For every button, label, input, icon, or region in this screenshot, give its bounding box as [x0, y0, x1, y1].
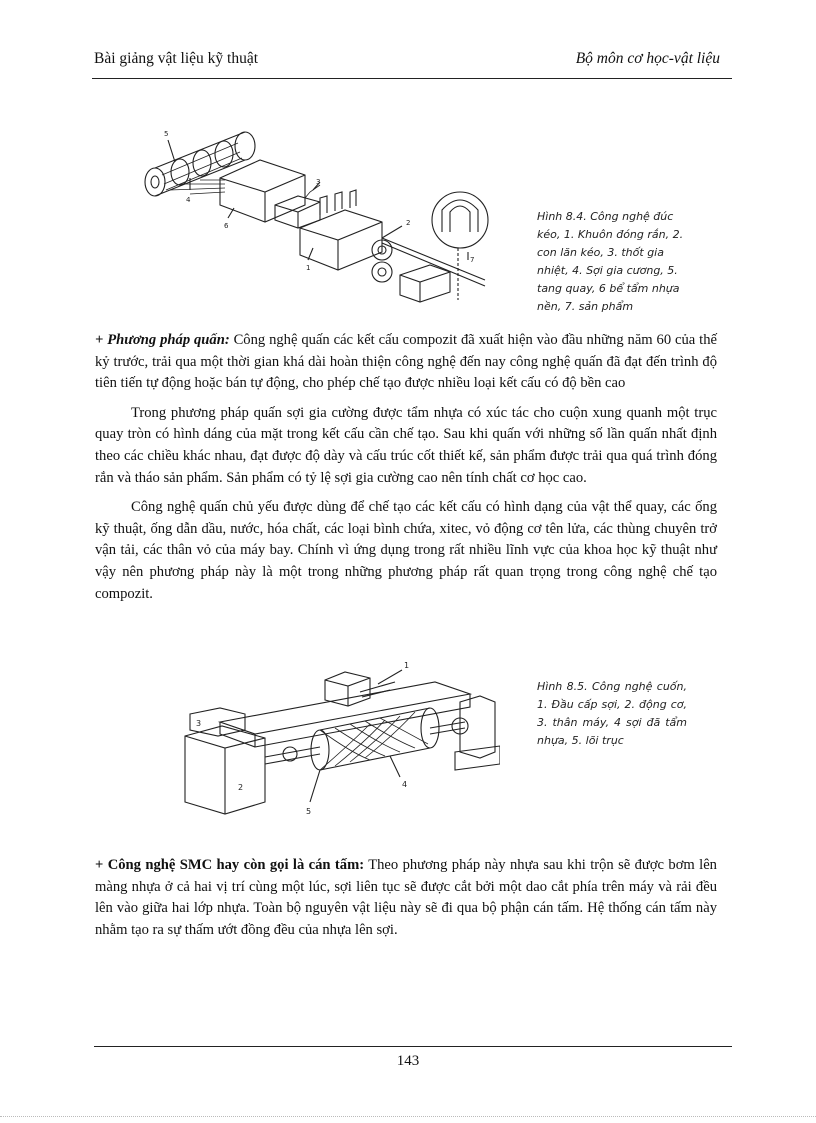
figure1-label-1: 1 [306, 264, 311, 272]
figure2-label-3: 3 [196, 719, 202, 728]
winding-title: + Phương pháp quấn: [95, 332, 230, 348]
smc-paragraph [95, 855, 717, 941]
figure-pultrusion-diagram [120, 110, 500, 315]
page-number: 143 [396, 1053, 420, 1069]
figure2-label-2: 2 [238, 783, 244, 792]
figure1-label-4: 4 [186, 196, 191, 204]
winding-intro [95, 330, 717, 395]
header-divider [92, 78, 732, 79]
section-winding [95, 330, 717, 605]
figure2-label-5: 5 [306, 807, 312, 816]
winding-paragraph-1: Trong phương pháp quấn sợi gia cường được tẩm nhựa có xúc tác cho cuộn xung quanh một trục quay tròn có hình dáng của mặt trong kết cấu cần chế tạo. Sau khi quấn với những số lần quấn nhất định theo các chiều khác nhau, đạt được độ dày và cấu trúc cốt thiết kế, sản phẩm được trải qua quá trình đóng rắn và tháo sản phẩm. Sản phẩm có tỷ lệ sợi gia cường cao nên tính chất cơ học cao. [95, 404, 717, 486]
header-course-title: Bài giảng vật liệu kỹ thuật [94, 50, 259, 67]
footer-divider [94, 1046, 732, 1047]
figure1-label-2: 2 [406, 219, 411, 227]
figure2-label-4: 4 [402, 780, 408, 789]
section-smc [95, 855, 717, 941]
winding-intro-text: Công nghệ quấn các kết cấu compozit đã xuất hiện vào đầu những năm 60 của thế kỷ trước, trải qua một thời gian khá dài hoàn thiện công nghệ đến nay công nghệ quấn đã đạt đến trình độ tiên tiến tự động hoặc bán tự động, cho phép chế tạo được nhiều loại kết cấu có độ bền cao [95, 332, 717, 392]
figure2-label-1: 1 [404, 661, 410, 670]
figure1-label-6: 6 [224, 222, 229, 230]
figure2-caption: Hình 8.5. Công nghệ cuốn, 1. Đầu cấp sợi, 2. động cơ, 3. thân máy, 4 sợi đã tẩm nhựa, 5. lõi trục [537, 680, 687, 747]
figure1-label-3: 3 [316, 178, 321, 186]
figure1-label-7: 7 [470, 256, 475, 264]
figure1-caption: Hình 8.4. Công nghệ đúc kéo, 1. Khuôn đóng rắn, 2. con lăn kéo, 3. thốt gia nhiệt, 4. Sợi gia cương, 5. tang quay, 6 bể tẩm nhựa nền, 7. sản phẩm [537, 210, 684, 313]
smc-text: Theo phương pháp này nhựa sau khi trộn sẽ được bơm lên màng nhựa ở cả hai vị trí cùng một lúc, sợi liên tục sẽ được cắt bởi một dao cắt phía trên máy và rải đều lên vào giữa hai lớp nhựa. Toàn bộ nguyên vật liệu này sẽ đi qua bộ phận cán tấm. Hệ thống cán tấm này nhằm tạo ra sự thấm ướt đồng đều của nhựa lên sợi. [95, 857, 717, 938]
header-department: Bộ môn cơ học-vật liệu [575, 50, 720, 67]
page-bottom-border [0, 1116, 816, 1117]
smc-title: + Công nghệ SMC hay còn gọi là cán tấm: [95, 857, 365, 873]
figure-winding-diagram [180, 652, 500, 822]
figure1-label-5: 5 [164, 130, 169, 138]
winding-paragraph-2: Công nghệ quấn chủ yếu được dùng để chế tạo các kết cấu có hình dạng của vật thể quay, các ống kỹ thuật, ống dẫn dầu, nước, hóa chất, các loại bình chứa, xitec, vỏ động cơ tên lửa, các thùng chuyên trở vận tải, các thân vỏ của máy bay. Chính vì ứng dụng trong rất nhiều lĩnh vực của khoa học kỹ thuật như vậy nên phương pháp này là một trong những phương pháp rất quan trọng trong công nghệ chế tạo compozit. [95, 499, 717, 602]
